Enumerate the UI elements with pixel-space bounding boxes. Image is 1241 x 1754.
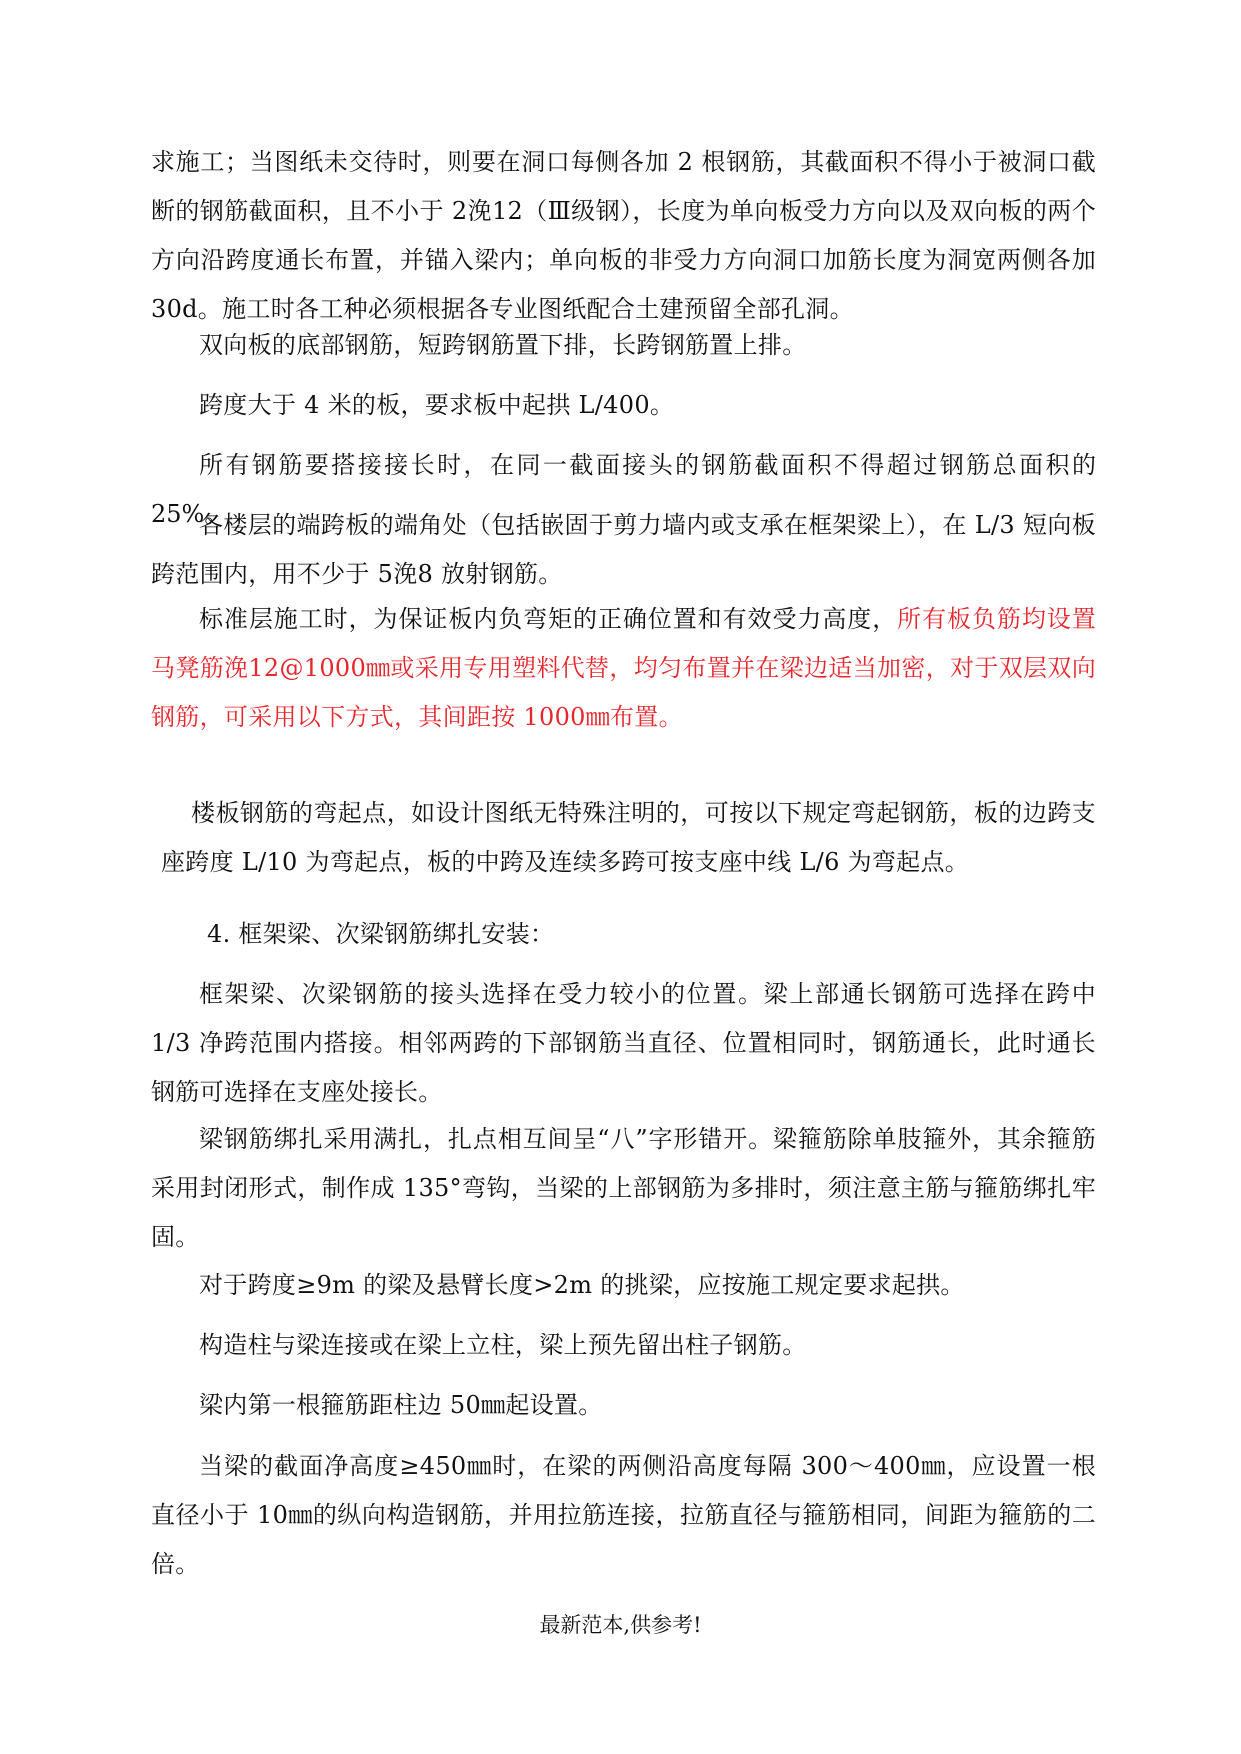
- section-heading-beam-binding: 4. 框架梁、次梁钢筋绑扎安装：: [207, 920, 555, 948]
- paragraph-two-way-slab: 双向板的底部钢筋，短跨钢筋置下排，长跨钢筋置上排。: [199, 331, 807, 359]
- paragraph-beam-splice: 框架梁、次梁钢筋的接头选择在受力较小的位置。梁上部通长钢筋可选择在跨中 1/3 净跨范围内搭接。相邻两跨的下部钢筋当直径、位置相同时，钢筋通长，此时通长钢筋可选择在支座处接长。: [151, 980, 1096, 1106]
- standard-floor-highlight: 所有板负筋均设置马凳筋浼12@1000㎜或采用专用塑料代替，均匀布置并在梁边适当加密，对于双层双向钢筋，可采用以下方式，其间距按 1000㎜布置。: [151, 605, 1096, 731]
- paragraph-lap-splice: 所有钢筋要搭接接长时，在同一截面接头的钢筋截面积不得超过钢筋总面积的 25%。: [151, 451, 1096, 528]
- paragraph-construction-column: 构造柱与梁连接或在梁上立柱，梁上预先留出柱子钢筋。: [199, 1331, 807, 1359]
- paragraph-corner-radial-bars: 各楼层的端跨板的端角处（包括嵌固于剪力墙内或支承在框架梁上），在 L/3 短向板跨范围内，用不少于 5浼8 放射钢筋。: [151, 511, 1096, 588]
- standard-floor-text: 标准层施工时，为保证板内负弯矩的正确位置和有效受力高度，: [199, 605, 898, 633]
- paragraph-hole-reinforcement: 求施工；当图纸未交待时，则要在洞口每侧各加 2 根钢筋，其截面积不得小于被洞口截断的钢筋截面积，且不小于 2浼12（Ⅲ级钢），长度为单向板受力方向以及双向板的两个方向沿跨度通长布置，并锚入梁内；单向板的非受力方向洞口加筋长度为洞宽两侧各加 30d。施工时各工种必须根据各专业图纸配合土建预留全部孔洞。: [151, 148, 1096, 323]
- paragraph-side-bars: 当梁的截面净高度≥450㎜时，在梁的两侧沿高度每隔 300～400㎜，应设置一根直径小于 10㎜的纵向构造钢筋，并用拉筋连接，拉筋直径与箍筋相同，间距为箍筋的二倍。: [151, 1452, 1096, 1578]
- page-footer: 最新范本,供参考!: [539, 1613, 702, 1637]
- paragraph-stirrups: 梁钢筋绑扎采用满扎，扎点相互间呈“八”字形错开。梁箍筋除单肢箍外，其余箍筋采用封闭形式，制作成 135°弯钩，当梁的上部钢筋为多排时，须注意主筋与箍筋绑扎牢固。: [151, 1125, 1096, 1251]
- paragraph-beam-camber: 对于跨度≥9m 的梁及悬臂长度>2m 的挑梁，应按施工规定要求起拱。: [199, 1271, 965, 1299]
- paragraph-standard-floor: [151, 595, 1096, 742]
- paragraph-first-stirrup: 梁内第一根箍筋距柱边 50㎜起设置。: [199, 1391, 603, 1419]
- paragraph-bend-point: 楼板钢筋的弯起点，如设计图纸无特殊注明的，可按以下规定弯起钢筋，板的边跨支座跨度 L/10 为弯起点，板的中跨及连续多跨可按支座中线 L/6 为弯起点。: [161, 799, 1096, 876]
- paragraph-camber: 跨度大于 4 米的板，要求板中起拱 L/400。: [199, 391, 675, 419]
